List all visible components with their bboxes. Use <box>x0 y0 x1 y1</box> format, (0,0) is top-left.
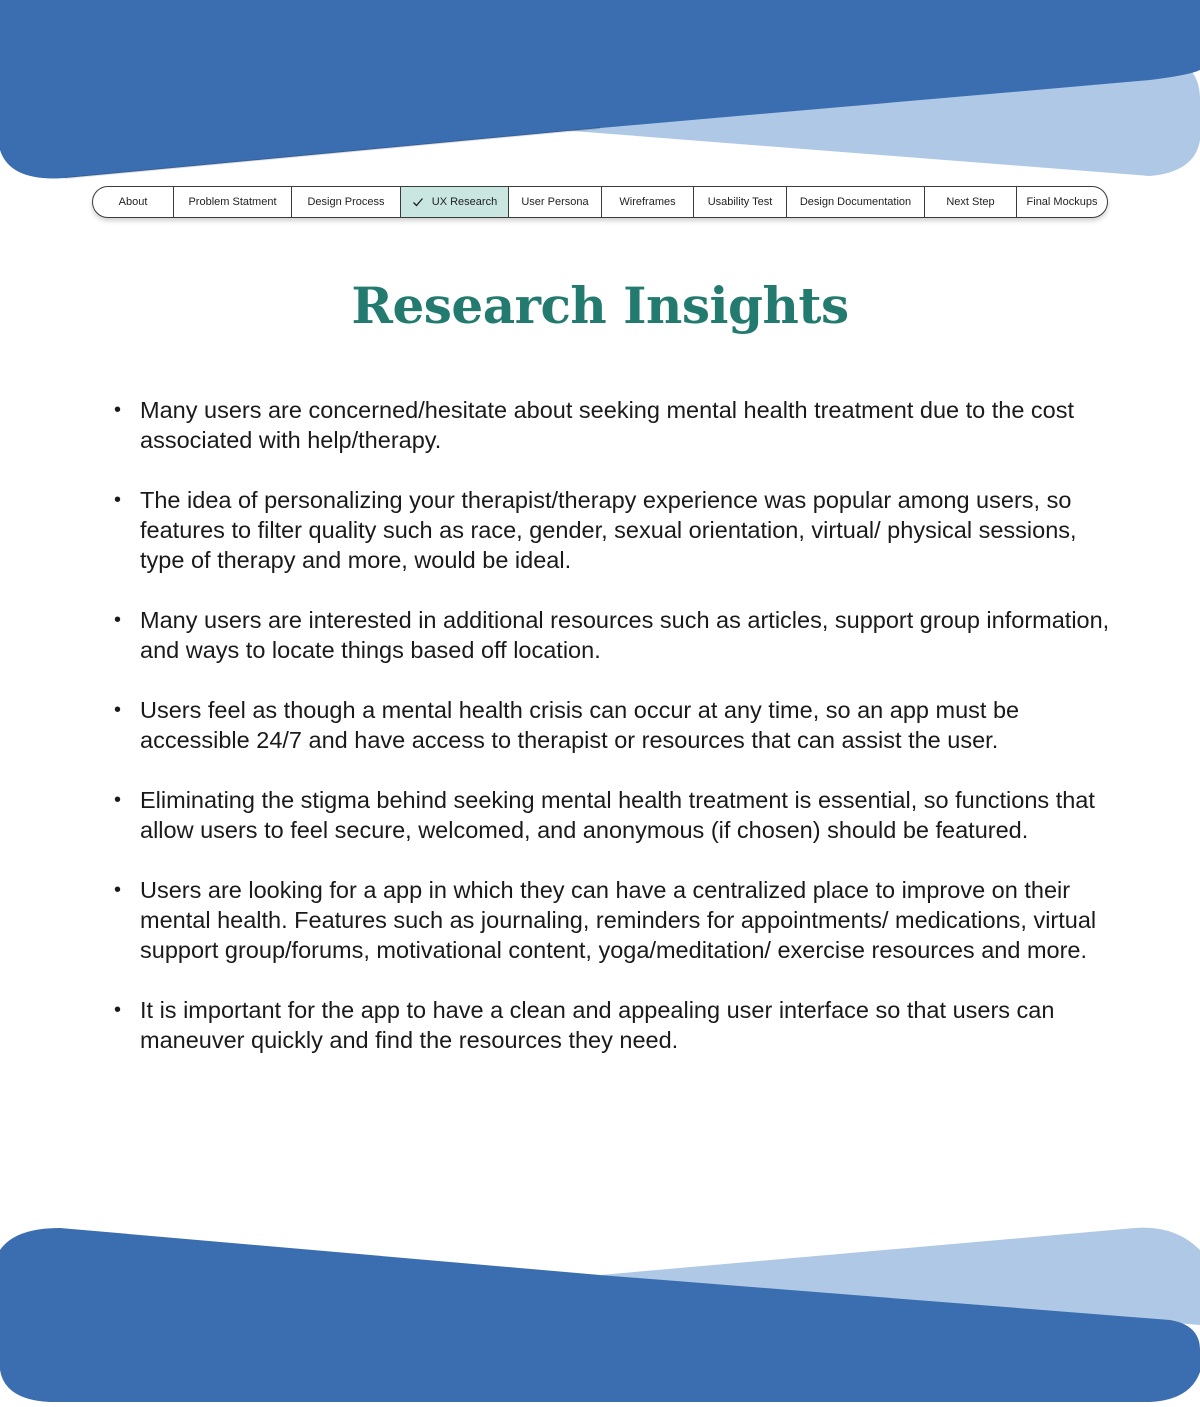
nav-tab-label: UX Research <box>431 196 498 208</box>
insight-text: It is important for the app to have a clean and appealing user interface so that users can maneuver quickly and find the resources they need. <box>140 997 1055 1053</box>
nav-tab-label: Design Documentation <box>799 196 912 208</box>
bullet-icon: • <box>114 699 122 721</box>
nav-tab-wireframes[interactable] <box>602 187 694 217</box>
nav-tab-ux-research[interactable] <box>401 187 509 217</box>
nav-tab-label: Final Mockups <box>1026 196 1098 208</box>
nav-tab-label: Usability Test <box>707 196 773 208</box>
nav-tab-label: Design Process <box>307 196 385 208</box>
bottom-wave-decoration <box>0 1220 1200 1407</box>
insight-text: Users are looking for a app in which they can have a centralized place to improve on their mental health. Features such as journaling, reminders for appointments/ medications, virtual support group/forums, motivational content, yoga/meditation/ exercise resources and more. <box>140 877 1097 963</box>
insight-text: Eliminating the stigma behind seeking mental health treatment is essential, so functions that allow users to feel secure, welcomed, and anonymous (if chosen) should be featured. <box>140 787 1095 843</box>
list-item <box>112 605 1112 665</box>
nav-tab-design-process[interactable] <box>292 187 401 217</box>
bullet-icon: • <box>114 789 122 811</box>
list-item <box>112 395 1112 455</box>
list-item <box>112 785 1112 845</box>
insight-text: Users feel as though a mental health crisis can occur at any time, so an app must be accessible 24/7 and have access to therapist or resources that can assist the user. <box>140 697 1020 753</box>
page-title: Research Insights <box>351 276 849 335</box>
nav-tab-user-persona[interactable] <box>509 187 602 217</box>
nav-tab-usability-test[interactable] <box>694 187 787 217</box>
nav-tab-about[interactable] <box>93 187 174 217</box>
bullet-icon: • <box>114 879 122 901</box>
nav-tab-label: About <box>118 196 148 208</box>
check-icon <box>412 196 424 208</box>
nav-tab-final-mockups[interactable] <box>1017 187 1107 217</box>
nav-tab-label: User Persona <box>521 196 589 208</box>
insights-list <box>112 395 1112 1085</box>
insight-text: Many users are concerned/hesitate about seeking mental health treatment due to the cost associated with help/therapy. <box>140 397 1075 453</box>
list-item <box>112 875 1112 965</box>
bullet-icon: • <box>114 999 122 1021</box>
bullet-icon: • <box>114 489 122 511</box>
list-item <box>112 485 1112 575</box>
nav-tab-problem-statment[interactable] <box>174 187 292 217</box>
nav-tab-label: Problem Statment <box>188 196 277 208</box>
nav-tab-next-step[interactable] <box>925 187 1017 217</box>
nav-tab-design-documentation[interactable] <box>787 187 925 217</box>
nav-tab-label: Wireframes <box>619 196 676 208</box>
insight-text: Many users are interested in additional resources such as articles, support group information, and ways to locate things based off location. <box>140 607 1110 663</box>
top-wave-decoration <box>0 0 1200 185</box>
bullet-icon: • <box>114 399 122 421</box>
list-item <box>112 995 1112 1055</box>
section-nav <box>92 186 1108 218</box>
bullet-icon: • <box>114 609 122 631</box>
insight-text: The idea of personalizing your therapist/therapy experience was popular among users, so features to filter quality such as race, gender, sexual orientation, virtual/ physical sessions, type of therapy and more, would be ideal. <box>140 487 1077 573</box>
nav-tab-label: Next Step <box>946 196 995 208</box>
list-item <box>112 695 1112 755</box>
